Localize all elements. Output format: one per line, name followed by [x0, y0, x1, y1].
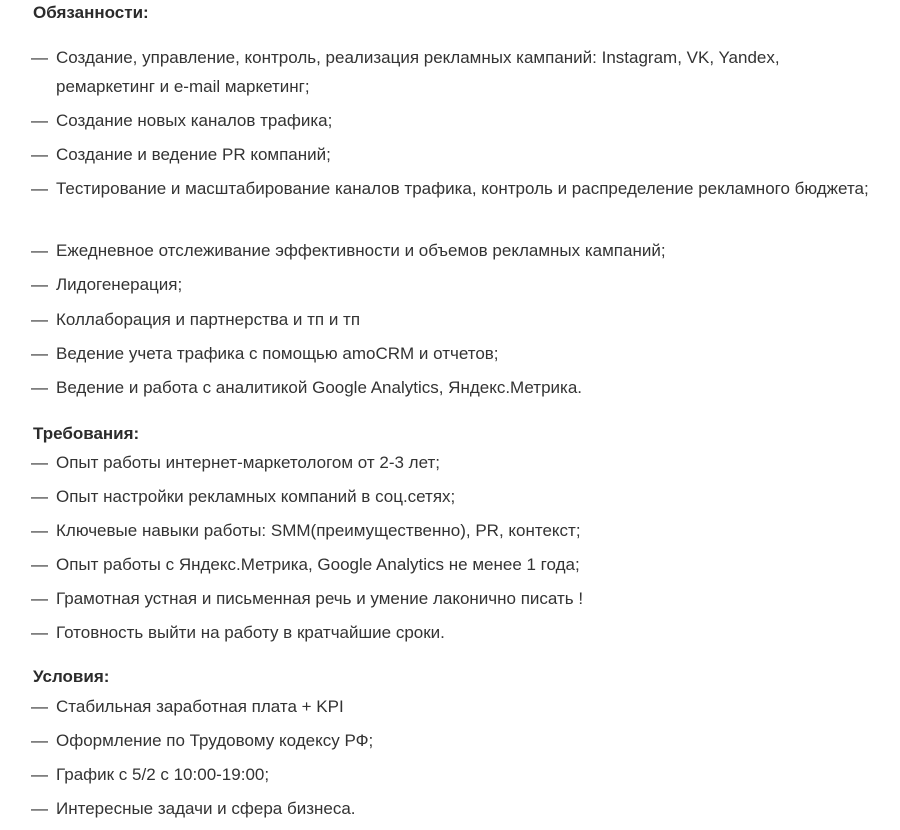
section-title-conditions: Условия:	[33, 667, 110, 686]
bullet-dash: —	[31, 731, 48, 750]
list-item-text: Ведение и работа с аналитикой Google Analytics, Яндекс.Метрика.	[56, 378, 583, 397]
list-item-text: Создание новых каналов трафика;	[56, 111, 333, 130]
list-item	[31, 106, 871, 135]
bullet-dash: —	[31, 275, 48, 294]
bullet-dash: —	[31, 179, 48, 198]
list-item-text: Стабильная заработная плата + KPI	[56, 697, 344, 716]
list-item-text: Ведение учета трафика с помощью amoCRM и отчетов;	[56, 344, 499, 363]
list-item	[31, 692, 871, 721]
bullet-dash: —	[31, 145, 48, 164]
list-item-text: Готовность выйти на работу в кратчайшие сроки.	[56, 623, 445, 642]
bullet-dash: —	[31, 555, 48, 574]
bullet-dash: —	[31, 765, 48, 784]
list-item-text: Опыт работы с Яндекс.Метрика, Google Analytics не менее 1 года;	[56, 555, 580, 574]
list-item	[31, 448, 871, 477]
list-item	[31, 174, 871, 203]
list-item-text: Тестирование и масштабирование каналов трафика, контроль и распределение рекламного бюджета;	[56, 179, 869, 198]
list-item-text: Грамотная устная и письменная речь и умение лаконично писать !	[56, 589, 584, 608]
list-item	[31, 305, 871, 334]
section-title-duties: Обязанности:	[33, 3, 149, 22]
bullet-dash: —	[31, 697, 48, 716]
list-item-text: Ключевые навыки работы: SMM(преимущественно), PR, контекст;	[56, 521, 581, 540]
list-item	[31, 270, 871, 299]
bullet-dash: —	[31, 344, 48, 363]
list-item-text: Интересные задачи и сфера бизнеса.	[56, 799, 356, 818]
list-item-text: Опыт настройки рекламных компаний в соц.сетях;	[56, 487, 456, 506]
bullet-dash: —	[31, 799, 48, 818]
section-title-requirements: Требования:	[33, 424, 140, 443]
bullet-dash: —	[31, 623, 48, 642]
list-item-text: Лидогенерация;	[56, 275, 183, 294]
list-item	[31, 794, 871, 823]
list-item-text: Создание и ведение PR компаний;	[56, 145, 331, 164]
bullet-dash: —	[31, 453, 48, 472]
bullet-dash: —	[31, 111, 48, 130]
list-item-text: Создание, управление, контроль, реализация рекламных кампаний: Instagram, VK, Yandex, ремаркетинг и e-mail маркетинг;	[56, 48, 780, 96]
list-item-text: График с 5/2 с 10:00-19:00;	[56, 765, 270, 784]
list-item	[31, 618, 871, 647]
list-item	[31, 550, 871, 579]
bullet-dash: —	[31, 589, 48, 608]
list-item-text: Опыт работы интернет-маркетологом от 2-3 лет;	[56, 453, 440, 472]
list-item	[31, 236, 871, 265]
list-item	[31, 516, 871, 545]
bullet-dash: —	[31, 487, 48, 506]
list-item	[31, 339, 871, 368]
list-item-text: Коллаборация и партнерства и тп и тп	[56, 310, 361, 329]
bullet-dash: —	[31, 310, 48, 329]
list-item	[31, 140, 871, 169]
bullet-dash: —	[31, 241, 48, 260]
list-item-text: Ежедневное отслеживание эффективности и объемов рекламных кампаний;	[56, 241, 666, 260]
list-item	[31, 760, 871, 789]
list-item	[31, 373, 871, 402]
bullet-dash: —	[31, 521, 48, 540]
list-item	[31, 482, 871, 511]
list-item	[31, 726, 871, 755]
list-item	[31, 584, 871, 613]
bullet-dash: —	[31, 378, 48, 397]
list-item	[31, 43, 871, 101]
bullet-dash: —	[31, 48, 48, 67]
list-item-text: Оформление по Трудовому кодексу РФ;	[56, 731, 374, 750]
